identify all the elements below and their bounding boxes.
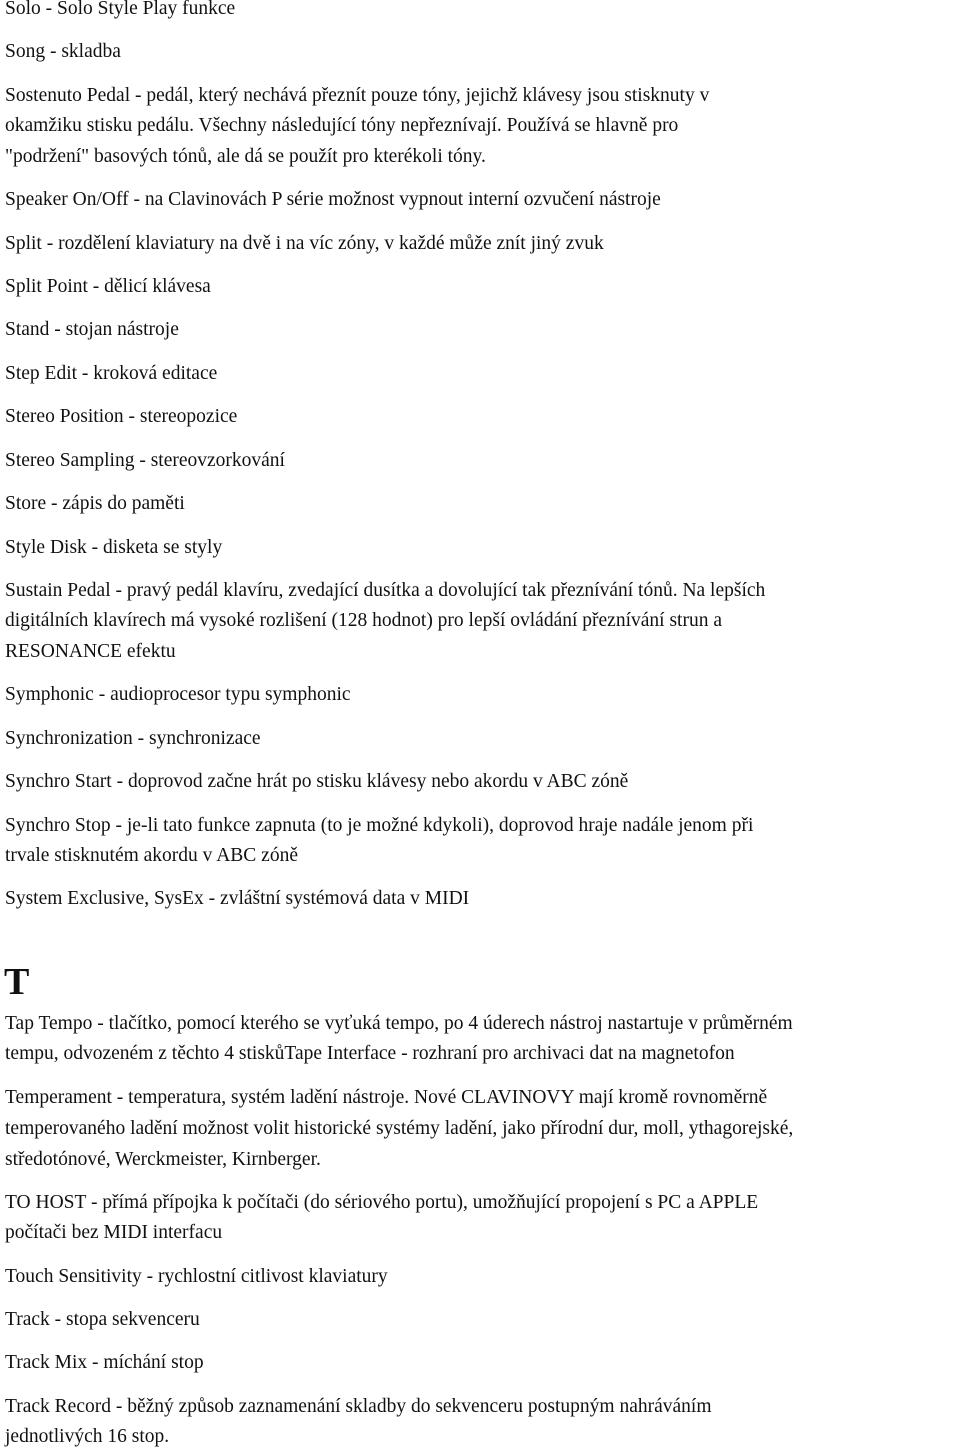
entry-sostenuto-line-1: Sostenuto Pedal - pedál, který nechává přeznít pouze tóny, jejichž klávesy jsou stisknuty v: [5, 85, 710, 106]
entry-stand: Stand - stojan nástroje: [5, 319, 179, 340]
entry-track-record-line-2: jednotlivých 16 stop.: [5, 1426, 170, 1447]
entry-sostenuto-line-3: "podržení" basových tónů, ale dá se použít pro kterékoli tóny.: [5, 146, 486, 167]
entry-sustain-line-3: RESONANCE efektu: [5, 641, 176, 662]
entry-to-host-line-2: počítači bez MIDI interfacu: [5, 1222, 223, 1243]
entry-track-record-line-1: Track Record - běžný způsob zaznamenání skladby do sekvenceru postupným nahráváním: [5, 1396, 712, 1417]
entry-split-point: Split Point - dělicí klávesa: [5, 276, 211, 297]
entry-to-host-line-1: TO HOST - přímá přípojka k počítači (do sériového portu), umožňující propojení s PC a APPLE: [5, 1192, 759, 1213]
entry-temperament-line-2: temperovaného ladění možnost volit historické systémy ladění, jako přírodní dur, moll, ythagorejské,: [5, 1118, 794, 1139]
entry-synchro-stop-line-1: Synchro Stop - je-li tato funkce zapnuta (to je možné kdykoli), doprovod hraje nadále jenom při: [5, 815, 754, 836]
entry-sustain-line-2: digitálních klavírech má vysoké rozlišení (128 hodnot) pro lepší ovládání přeznívání strun a: [5, 610, 722, 631]
entry-style-disk: Style Disk - disketa se styly: [5, 537, 223, 558]
entry-tap-tempo-line-2: tempu, odvozeném z těchto 4 stiskůTape Interface - rozhraní pro archivaci dat na magnetofon: [5, 1043, 735, 1064]
entry-synchro-start: Synchro Start - doprovod začne hrát po stisku klávesy nebo akordu v ABC zóně: [5, 771, 629, 792]
entry-synchronization: Synchronization - synchronizace: [5, 728, 261, 749]
entry-store: Store - zápis do paměti: [5, 493, 185, 514]
entry-solo: Solo - Solo Style Play funkce: [5, 0, 236, 19]
entry-system-exclusive: System Exclusive, SysEx - zvláštní systémová data v MIDI: [5, 888, 470, 909]
entry-speaker: Speaker On/Off - na Clavinovách P série možnost vypnout interní ozvučení nástroje: [5, 189, 661, 210]
entry-step-edit: Step Edit - kroková editace: [5, 363, 218, 384]
entry-touch-sensitivity: Touch Sensitivity - rychlostní citlivost klaviatury: [5, 1266, 388, 1287]
entry-temperament-line-3: středotónové, Werckmeister, Kirnberger.: [5, 1149, 321, 1170]
entry-symphonic: Symphonic - audioprocesor typu symphonic: [5, 684, 351, 705]
entry-track-mix: Track Mix - míchání stop: [5, 1352, 204, 1373]
entry-sustain-line-1: Sustain Pedal - pravý pedál klavíru, zvedající dusítka a dovolující tak přeznívání tónů. Na lepších: [5, 580, 766, 601]
section-heading-t: T: [4, 961, 30, 1003]
entry-stereo-sampling: Stereo Sampling - stereovzorkování: [5, 450, 285, 471]
entry-stereo-position: Stereo Position - stereopozice: [5, 406, 238, 427]
entry-track: Track - stopa sekvenceru: [5, 1309, 200, 1330]
entry-song: Song - skladba: [5, 41, 121, 62]
entry-sostenuto-line-2: okamžiku stisku pedálu. Všechny následující tóny nepřeznívají. Používá se hlavně pro: [5, 115, 679, 136]
entry-temperament-line-1: Temperament - temperatura, systém ladění nástroje. Nové CLAVINOVY mají kromě rovnoměrně: [5, 1087, 768, 1108]
entry-synchro-stop-line-2: trvale stisknutém akordu v ABC zóně: [5, 845, 298, 866]
entry-tap-tempo-line-1: Tap Tempo - tlačítko, pomocí kterého se vyťuká tempo, po 4 úderech nástroj nastartuje v průměrném: [5, 1013, 793, 1034]
entry-split: Split - rozdělení klaviatury na dvě i na víc zóny, v každé může znít jiný zvuk: [5, 233, 604, 254]
